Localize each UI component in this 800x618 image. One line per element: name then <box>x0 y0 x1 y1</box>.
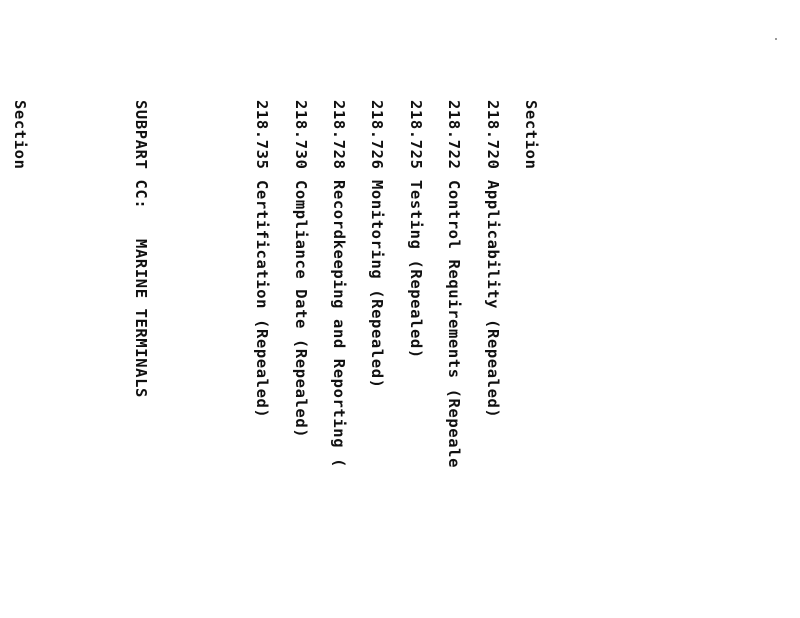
list-item: 218.722Control Requirements (Repeale <box>445 100 464 469</box>
list-item: 218.728Recordkeeping and Reporting ( <box>330 100 349 469</box>
list-item: 218.725Testing (Repealed) <box>406 100 425 359</box>
list-item: 218.735Certification (Repealed) <box>253 100 272 419</box>
section-label: Section <box>10 100 29 170</box>
subpart-dd-list <box>0 100 51 618</box>
list-item: 218.726Monitoring (Repealed) <box>368 100 387 389</box>
subpart-cc-list <box>230 100 563 618</box>
list-item: 218.720Applicability (Repealed) <box>483 100 502 419</box>
subpart-heading: SUBPART CC: MARINE TERMINALS <box>131 100 150 398</box>
section-label: Section <box>522 100 541 170</box>
scan-speck <box>775 38 777 40</box>
rotated-text-block <box>10 100 601 618</box>
list-item: 218.730Compliance Date (Repealed) <box>291 100 310 439</box>
